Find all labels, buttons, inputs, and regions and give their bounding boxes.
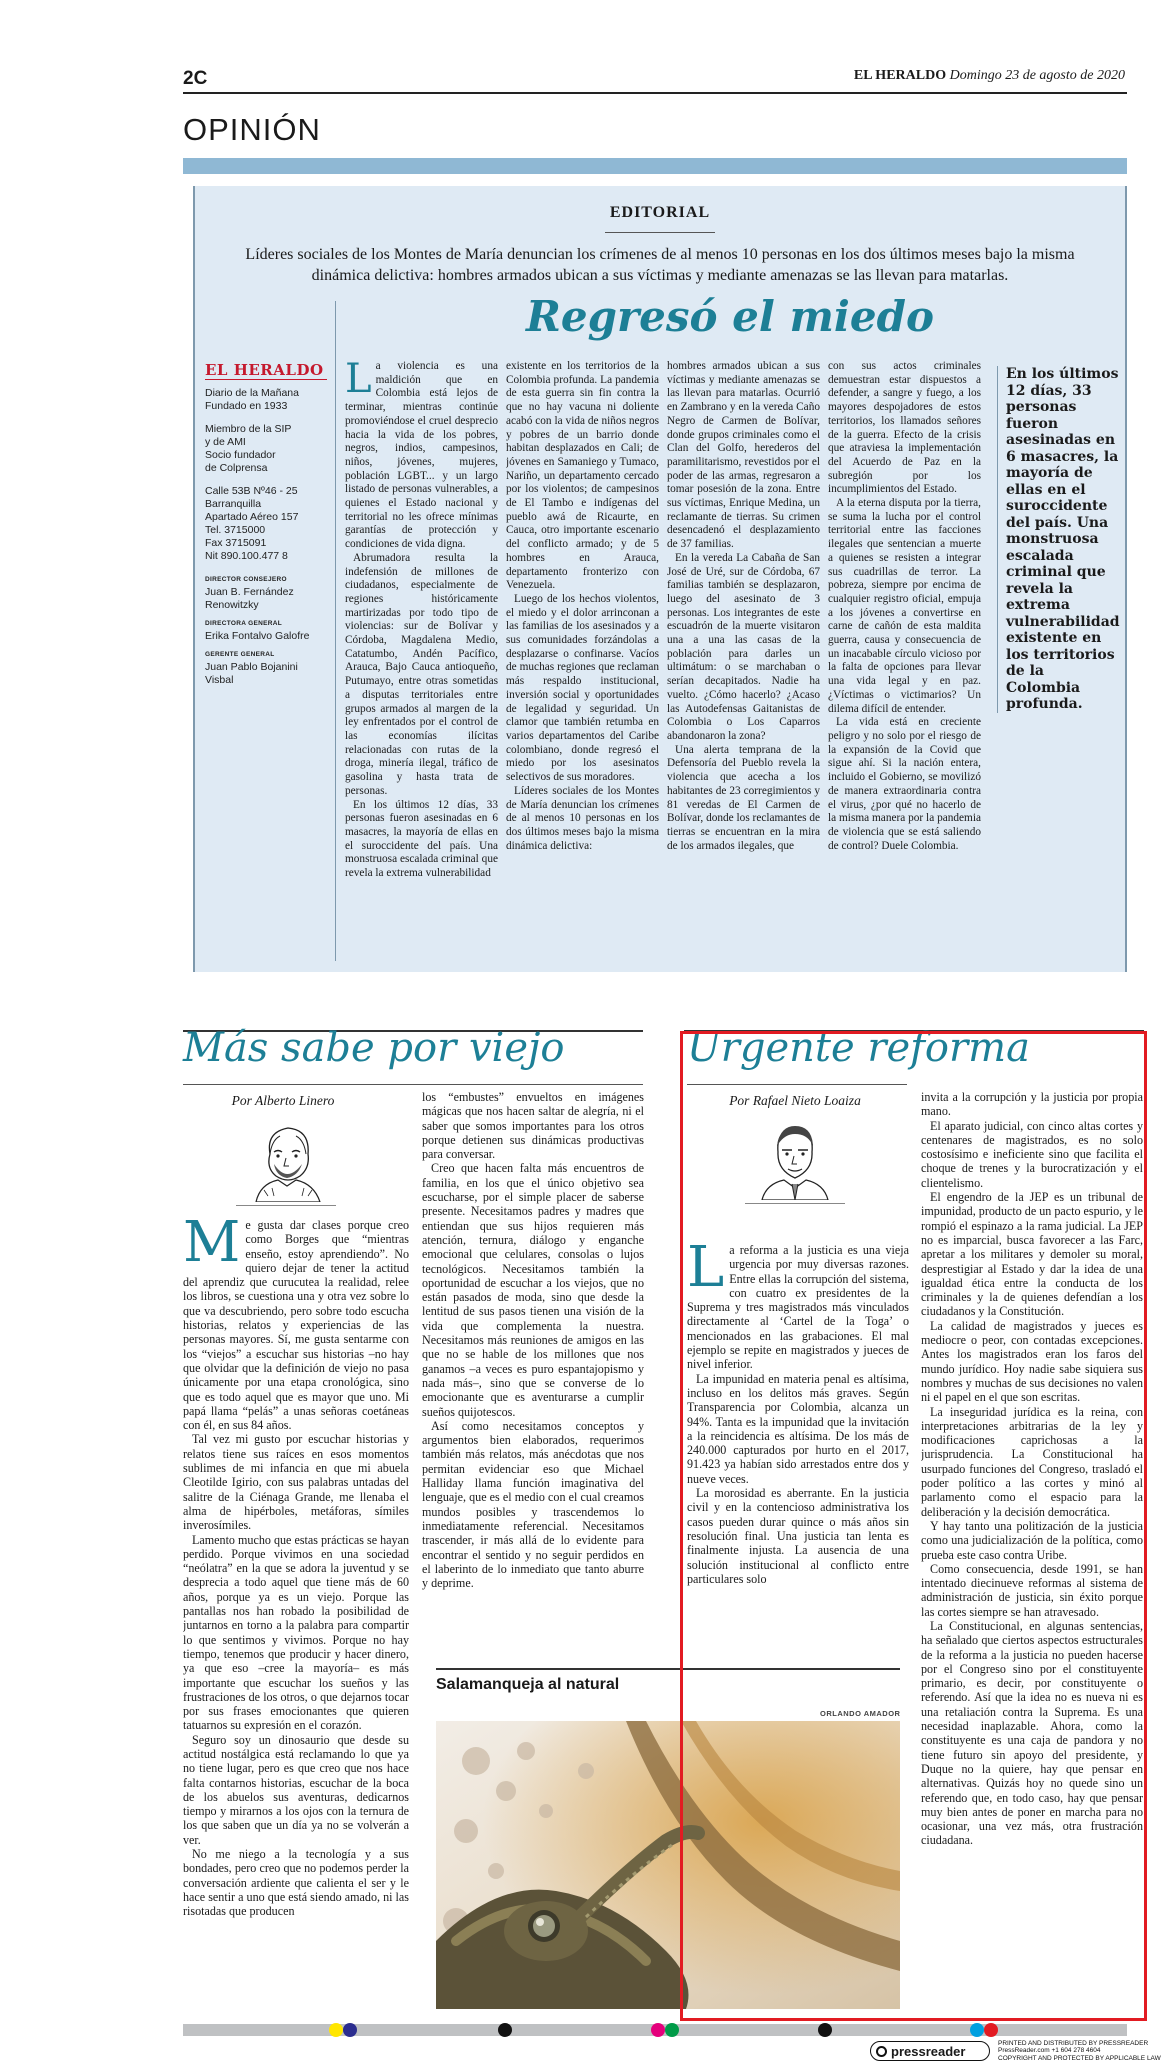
masthead-name: EL HERALDO (853, 68, 947, 83)
paragraph: La morosidad es aberrante. En la justicia civil y en la contencioso administrativa los casos pueden durar quince o más años sin resolución final. Una justicia tan lenta es finalmente injusta. La ausencia de una solución institucional al conflicto entre particulares solo (687, 1486, 909, 1586)
address-line: Tel. 3715000 (205, 524, 266, 536)
left-column-headline: Más sabe por viejo (183, 1025, 565, 1071)
founded-line: Diario de la Mañana (205, 387, 299, 399)
founded-line: Fundado en 1933 (205, 400, 288, 412)
editorial-box (193, 186, 1127, 972)
registration-dot (329, 2023, 343, 2037)
right-dropcap: L (687, 1243, 725, 1300)
photo-credit: ORLANDO AMADOR (820, 1709, 901, 1718)
masthead-date-line (854, 68, 1125, 84)
editorial-column-1 (345, 360, 498, 954)
editorial-dropcap: L (345, 360, 372, 402)
editorial-column-4 (828, 360, 981, 954)
paragraph: Como consecuencia, desde 1991, se han intentado diecinueve reformas al sistema de administración de justicia, sin éxito porque las cortes siempre se han atravesado. (921, 1561, 1143, 1619)
member-line: Socio fundador (205, 449, 276, 461)
highlight-frame (680, 1031, 1147, 2021)
right-byline: Por Rafael Nieto Loaiza (729, 1093, 861, 1108)
member-line: de Colprensa (205, 462, 268, 474)
left-column-text-1 (183, 1218, 409, 2018)
editorial-deck: Líderes sociales de los Montes de María denuncian los crímenes de al menos 10 personas en los dos últimos meses bajo la misma dinámica delictiva: hombres armados ubican a sus víctimas y mediante amenazas se las llevan para matarlas. (245, 246, 1075, 284)
registration-dot (970, 2023, 984, 2037)
paragraph: Líderes sociales de los Montes de María denuncian los crímenes de al menos 10 personas en los dos últimos meses bajo la misma dinámica delictiva: (506, 784, 659, 852)
paragraph: Abrumadora resulta la indefensión de millones de ciudadanos, especialmente de regiones históricamente martirizadas por todo tipo de violencias: sur de Bolívar y Córdoba, Magdalena Medio, Catatumbo, Andén Pacífico, Arauca, Bajo Cauca antioqueño, Putumayo, entre otras sometidas a disputas territoriales entre grupos armados al margen de la ley enfrentados por el control de las economías ilícitas relacionadas con rutas de la droga, minería ilegal, tráfico de gasolina y hasta trata de personas. (345, 551, 498, 797)
address-line: Fax 3715091 (205, 537, 267, 549)
registration-dot (665, 2023, 679, 2037)
paragraph: invita a la corrupción y la justicia por propia mano. (921, 1090, 1143, 1119)
address-line: Barranquilla (205, 498, 262, 510)
member-line: y de AMI (205, 436, 246, 448)
editorial-label-rule (605, 232, 715, 233)
paragraph: Una alerta temprana de la Defensoría del Pueblo revela la violencia que acecha a los habitantes de 23 corregimientos y 81 veredas de El Carmen de Bolívar, donde los reclamantes de tierras se encuentran en la mira de los armados ilegales, que (667, 743, 820, 852)
pressreader-logo (870, 2041, 990, 2061)
staff-name: Juan B. Fernández Renowitzky (205, 586, 294, 611)
staff-role: DIRECTOR CONSEJERO (205, 576, 287, 583)
editorial-label: EDITORIAL (609, 204, 711, 221)
paragraph: Lamento mucho que estas prácticas se hayan perdido. Porque vivimos en una sociedad “neólatra” en la que se adora la juventud y se desprecia a todo aquel que tiene más de 60 años, porque ya es un viejo. Porque las pantallas nos han robado la posibilidad de juntarnos en torno a la palabra para compartir lo que sentimos y vivimos. Porque no hay tiempo, tenemos que producir y hacer dinero, ya que eso –cree la mayoría– es más importante que escuchar los sueños y las frustraciones de los otros, o que dejarnos tocar por sus frases emocionantes que quieren tatuarnos su expresión en el corazón. (183, 1532, 409, 1733)
staff-name: Erika Fontalvo Galofre (205, 630, 310, 642)
left-column-text-2 (422, 1090, 644, 1650)
paragraph: Así como necesitamos conceptos y argumentos bien elaborados, requerimos también más relatos, más anécdotas que nos permitan evidenciar eso que Michael Halliday llama función imaginativa del lenguaje, que es el medio con el cual creamos mundos posibles y trascendemos lo inmediatamente referencial. Necesitamos trascender, ir más allá de lo evidente para encontrar el sentido y no seguir perdidos en el laberinto de lo inmediato que tanto aburre y deprime. (422, 1418, 644, 1591)
editorial-column-2 (506, 360, 659, 954)
el-heraldo-logo: EL HERALDO (205, 364, 327, 380)
registration-dot (818, 2023, 832, 2037)
pressreader-info-line: COPYRIGHT AND PROTECTED BY APPLICABLE LAW (998, 2054, 1161, 2062)
registration-dot (498, 2023, 512, 2037)
address-line: Apartado Aéreo 157 (205, 511, 299, 523)
pressreader-info (998, 2040, 1161, 2062)
left-byline: Por Alberto Linero (231, 1093, 335, 1108)
photo-title: Salamanqueja al natural (436, 1676, 620, 1693)
paragraph: los “embustes” envueltos en imágenes mágicas que nos hacen saltar de alegría, ni el saber que somos importantes para los otros porque detienen sus dinámicas productivas para conversar. (422, 1090, 644, 1162)
paragraph: La calidad de magistrados y jueces es mediocre o peor, con contadas excepciones. Antes los magistrados eran los faros del mundo jurídico. Hoy nadie sabe siquiera sus nombres y muchas de sus decisiones no valen ni el papel en el que son escritas. (921, 1318, 1143, 1405)
editorial-pull-quote: En los últimos 12 días, 33 personas fueron asesinadas en 6 masacres, la mayoría de ellas en el suroccidente del país. Una monstruosa escalada criminal que revela la extrema vulnerabilidad existente en los territorios de la Colombia profunda. (997, 366, 1119, 713)
paragraph: Tal vez mi gusto por escuchar historias y relatos tiene sus raíces en esos momentos sublimes de mi infancia en que mi abuela Cleotilde Igirio, con sus palabras untadas del salitre de la Ciénaga Grande, me llenaba el alma de hipérboles, metáforas, símiles inverosímiles. (183, 1432, 409, 1533)
registration-dot (343, 2023, 357, 2037)
paragraph: En la vereda La Cabaña de San José de Uré, sur de Córdoba, 67 familias también se desplazaron, luego del asesinato de 3 personas. Los integrantes de este escuadrón de la muerte visitaron una a una las casas de la población para darles un ultimátum: o se marchaban o serían decapitados. Nadie ha vuelto. ¿Cómo hacerlo? ¿Acaso las Autodefensas Gaitanistas de Colombia o Los Caparros abandonaron la zona? (667, 551, 820, 742)
paragraph: El engendro de la JEP es un tribunal de impunidad, producto de un pacto espurio, y le rompió el espinazo a la rama judicial. La JEP no es imparcial, busca favorecer a las Farc, apretar a los militares y demoler su moral, desprestigiar al Estado y dar la idea de una igualdad ética entre la conducta de los criminales y la de quienes defendían a los ciudadanos y la Constitución. (921, 1190, 1143, 1319)
paragraph: existente en los territorios de la Colombia profunda. La pandemia de esta guerra sin fin contra la que no hay vacuna ni doliente acabó con la vida de niños negros y pobres de un barrio donde habitan desplazados en Cali; de jóvenes en Samaniego y Tumaco, Nariño, un departamento cercado por los violentos; de campesinos de El Tambo e indígenas del pueblo awá de Ricaurte, en Cauca, otro importante escenario del conflicto armado; y de 5 hombres en Arauca, departamento fronterizo con Venezuela. (506, 360, 659, 592)
staff-name: Juan Pablo Bojanini Visbal (205, 661, 298, 686)
paragraph: La vida está en creciente peligro y no solo por el riesgo de la expansión de la Covid que sigue ahí. Si la nación entera, incluido el Gobierno, se movilizó de manera extraordinaria contra el virus, ¿por qué no hacerlo de la misma manera por la pandemia de violencia que se está saliendo de control? Duele Colombia. (828, 716, 981, 852)
paragraph: Y hay tanto una politización de la justicia como una judicialización de la política, como prueba este caso contra Uribe. (921, 1518, 1143, 1562)
editorial-column-rule (335, 301, 336, 961)
paragraph: a reforma a la justicia es una vieja urgencia por muy diversas razones. Entre ellas la corrupción del sistema, con cuatro ex presidentes de la Suprema y tres magistrados más vinculados directamente al ‘Cartel de la Toga’ o mencionados en las grabaciones. El mal ejemplo se repite en magistrados y jueces de nivel inferior. (687, 1243, 909, 1372)
paragraph: La impunidad en materia penal es altísima, incluso en los delitos más graves. Según Transparencia por Colombia, alcanza un 94%. Tanta es la impunidad que la invitación a la reincidencia es altísima. De los más de 240.000 capturados por hurto en el 2017, 91.423 ya habían sido arrestados entre dos y nueve veces. (687, 1371, 909, 1486)
address-line: Nit 890.100.477 8 (205, 550, 288, 562)
top-rule (183, 92, 1127, 94)
masthead-info-column (205, 361, 327, 687)
section-color-bar (183, 158, 1127, 174)
paragraph: Luego de los hechos violentos, el miedo y el dolor arrinconan a las familias de los asesinados y a sus comunidades forzándolas a desplazarse o confinarse. Vacíos de muchas regiones que reclaman más respaldo institucional, inversión social y oportunidades de legalidad y seguridad. Un clamor que también retumba en varios departamentos del Caribe colombiano, donde regresó el miedo por los asesinatos selectivos de sus moradores. (506, 592, 659, 784)
pressreader-info-line: PRINTED AND DISTRIBUTED BY PRESSREADER (998, 2040, 1149, 2047)
issue-date: Domingo 23 de agosto de 2020 (949, 68, 1125, 83)
address-info (205, 485, 327, 563)
staff-role: DIRECTORA GENERAL (205, 620, 282, 627)
staff-info (205, 573, 327, 687)
paragraph: No me niego a la tecnología y a sus bondades, pero creo que no podemos perder la conversación ardiente que calienta el ser y le hace sentir a uno que está siendo amado, ni las risotadas que producen (183, 1847, 409, 1919)
left-portrait-rule (236, 1205, 336, 1206)
pressreader-ring-icon (876, 2046, 887, 2057)
paragraph: En los últimos 12 días, 33 personas fueron asesinadas en 6 masacres, la mayoría de ellas en el suroccidente del país. Una monstruosa escalada criminal que revela la extrema vulnerabilidad (345, 798, 498, 880)
staff-role: GERENTE GENERAL (205, 651, 275, 658)
paragraph: La inseguridad jurídica es la reina, con interpretaciones arbitrarias de la ley y modificaciones caprichosas a la jurisprudencia. La Constitucional ha usurpado funciones del Congreso, trasladó el poder político a las cortes y minó al parlamento como el espacio para la deliberación y la decisión democrática. (921, 1404, 1143, 1519)
pressreader-wordmark: pressreader (891, 2043, 966, 2059)
paragraph: hombres armados ubican a sus víctimas y mediante amenazas se las llevan para matarlas. Ocurrió en Zambrano y en la vereda Caño Negro de Carmen de Bolívar, donde grupos criminales como el Clan del Golfo, herederos del paramilitarismo, revestidos por el poder de las armas, regresaron a tomar posesión de la zona. Entre sus víctimas, Enrique Medina, un reclamante de tierras. Su crimen desencadenó el desplazamiento de 37 familias. (667, 360, 820, 551)
paragraph: con sus actos criminales demuestran estar dispuestos a defender, a sangre y fuego, a los mayores despojadores de estos territorios, los llamados señores de la guerra. Efecto de la crisis que atraviesa la implementación del Acuerdo de Paz en la subregión por los incumplimientos del Estado. (828, 360, 981, 496)
editorial-headline: Regresó el miedo (526, 292, 934, 341)
right-column-headline: Urgente reforma (687, 1025, 1030, 1071)
paragraph: e gusta dar clases porque creo como Borges que “mientras enseño, estoy aprendiendo”. No quiero dejar de tener la actitud del aprendiz que curucutea la realidad, relee los libros, se cuestiona una y otra vez sobre lo que va descubriendo, pero sobre todo escucha historias, relatos y experiencias de las personas mayores. Sí, me gusta sentarme con los “viejos” a escuchar sus historias –no hay que olvidar que la definición de viejo no pasa únicamente por una etapa cronológica, sino que es todo aquel que es mayor que uno. Mi papá llama “pelás” a unas señoras coetáneas con él, en sus 84 años. (183, 1218, 409, 1433)
section-title: OPINIÓN (183, 112, 321, 147)
page-number: 2C (183, 68, 208, 89)
paragraph: La Constitucional, en algunas sentencias, ha señalado que ciertos aspectos estructurales de la reforma a la justicia no pueden hacerse por el Congreso sino por el constituyente primario, es decir, por constituyente o referendo. Así que la idea no es nueva ni es una retaliación contra la Suprema. Es una necesidad inaplazable. Ahora, como la constituyente es una caja de pandora y no tiene futuro sin apoyo del presidente, y Duque no la quiere, hay que pensar en alternativas. Quizás hoy no quede sino un referendo que, en todo caso, hay que pensar muy bien antes de poner en marcha para no ocasionar, una vez más, otra frustración ciudadana. (921, 1618, 1143, 1848)
member-line: Miembro de la SIP (205, 423, 292, 435)
paragraph: a violencia es una maldición que en Colombia está lejos de terminar, mientras continúe promoviéndose el cruel desprecio hacia la vida de los pobres, negros, indios, campesinos, niños, jóvenes, mujeres, población LGBT... y un largo listado de personas vulnerables, a quienes el Estado nacional y territorial no les ofrece mínimas garantías de protección y condiciones de vida digna. (345, 360, 498, 551)
member-info (205, 423, 327, 475)
pressreader-info-line: PressReader.com +1 604 278 4604 (998, 2047, 1101, 2055)
left-headline-rule (183, 1084, 643, 1085)
left-dropcap: M (183, 1218, 241, 1275)
author-portrait-linero (250, 1118, 326, 1202)
paragraph: Creo que hacen falta más encuentros de familia, en los que el único objetivo sea escucharse, por el simple placer de saberse presente. Necesitamos padres y madres que entiendan que sus hijos requieren más atención, ternura, diálogo y enganche emocional que celulares, consolas o lujos tecnológicos. Necesitamos también la oportunidad de escuchar a los viejos, que no están pasados de moda, sino que desde la lentitud de sus pasos tienen una visión de la vida que complementa la nuestra. Necesitamos más reuniones de amigos en las que no se hable de los millones que nos ganamos –a veces es puro espantajopismo y nada más–, sino que se converse de lo emocionante que es aventurarse a cumplir sueños quijotescos. (422, 1161, 644, 1419)
registration-dot (984, 2023, 998, 2037)
editorial-column-3 (667, 360, 820, 954)
paragraph: El aparato judicial, con cinco altas cortes y centenares de magistrados, es no solo costosísimo e ineficiente sino que facilita el choque de trenes y la burocratización y el clientelismo. (921, 1118, 1143, 1190)
paragraph: Seguro soy un dinosaurio que desde su actitud nostálgica está reclamando lo que ya no tiene lugar, pero es que creo que nos hace falta contarnos historias, escuchar de la boca de los abuelos sus aventuras, dedicarnos tiempo y mirarnos a los ojos con la ternura de los que saben que un día ya no se volverán a ver. (183, 1732, 409, 1847)
address-line: Calle 53B Nº46 - 25 (205, 485, 298, 497)
founded-info (205, 387, 327, 413)
registration-dot (651, 2023, 665, 2037)
paragraph: A la eterna disputa por la tierra, se suma la lucha por el control territorial entre las facciones ilegales que sentencian a muerte a quienes se resisten a integrar sus cuadrillas de terror. La pobreza, siempre por encima de cualquier registro oficial, empuja a los jóvenes a convertirse en carne de cañón de esta maldita guerra, causa y consecuencia de un inacabable círculo vicioso por la falta de opciones para llevar una vida legal y en paz. ¿Víctimas o victimarios? Un dilema difícil de entender. (828, 497, 981, 715)
